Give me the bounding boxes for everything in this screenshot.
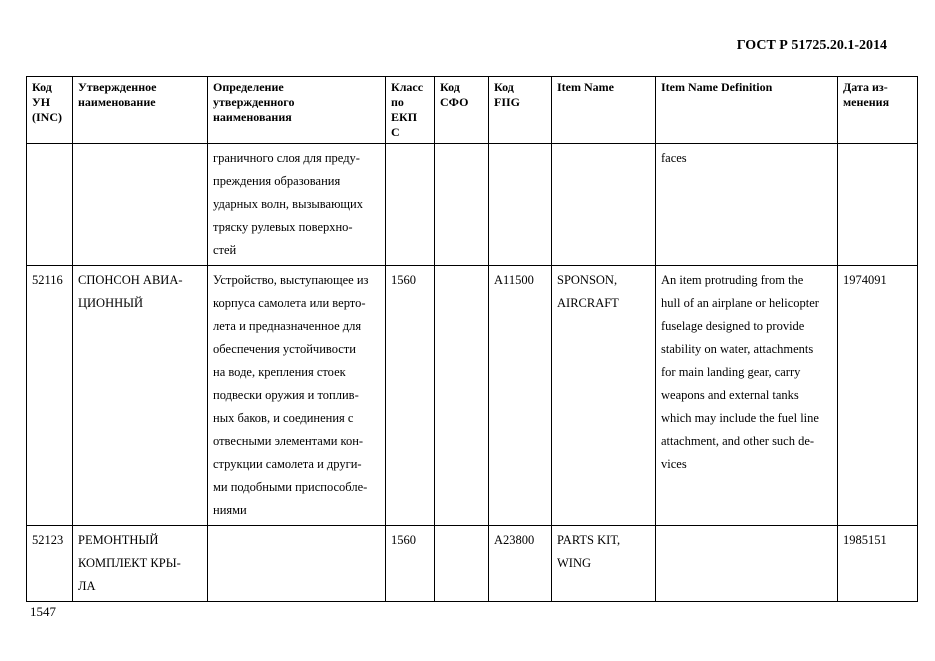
cell-definition: граничного слоя для преду- преждения образования ударных волн, вызывающих тряску рулевых поверхно- стей — [208, 144, 386, 266]
cell-item-definition: faces — [656, 144, 838, 266]
cell-approved-name — [73, 144, 208, 266]
cell-definition: Устройство, выступающее из корпуса самолета или верто- лета и предназначенное для обеспечения устойчивости на воде, крепления стоек подвески оружия и топлив- ных баков, и соединения с отвесными элементами кон- струкции самолета и други- ми подобными приспособле- ниями — [208, 266, 386, 526]
table-header-row — [27, 77, 918, 144]
cell-class — [386, 144, 435, 266]
header-class: Класс по ЕКП С — [386, 77, 435, 144]
header-item-name: Item Name — [552, 77, 656, 144]
cell-item-name: PARTS KIT, WING — [552, 526, 656, 602]
table-row — [27, 266, 918, 526]
cell-class: 1560 — [386, 526, 435, 602]
cell-date: 1985151 — [838, 526, 918, 602]
cell-item-definition — [656, 526, 838, 602]
cell-inc: 52123 — [27, 526, 73, 602]
header-approved-name: Утвержденное наименование — [73, 77, 208, 144]
cell-date — [838, 144, 918, 266]
header-inc: Код УН (INC) — [27, 77, 73, 144]
cell-approved-name: РЕМОНТНЫЙ КОМПЛЕКТ КРЫ- ЛА — [73, 526, 208, 602]
cell-item-definition: An item protruding from the hull of an airplane or helicopter fuselage designed to provide stability on water, attachments for main landing gear, carry weapons and external tanks which may include the fuel line attachment, and other such de- vices — [656, 266, 838, 526]
page-number: 1547 — [30, 604, 56, 619]
nomenclature-table — [26, 76, 918, 602]
cell-sfo — [435, 526, 489, 602]
cell-sfo — [435, 144, 489, 266]
cell-item-name — [552, 144, 656, 266]
cell-date: 1974091 — [838, 266, 918, 526]
cell-inc: 52116 — [27, 266, 73, 526]
cell-fiig — [489, 144, 552, 266]
header-fiig: Код FIIG — [489, 77, 552, 144]
cell-definition — [208, 526, 386, 602]
cell-sfo — [435, 266, 489, 526]
cell-fiig: A23800 — [489, 526, 552, 602]
cell-item-name: SPONSON, AIRCRAFT — [552, 266, 656, 526]
header-item-name-definition: Item Name Definition — [656, 77, 838, 144]
header-sfo: Код СФО — [435, 77, 489, 144]
document-code: ГОСТ Р 51725.20.1-2014 — [736, 38, 887, 53]
cell-class: 1560 — [386, 266, 435, 526]
cell-approved-name: СПОНСОН АВИА- ЦИОННЫЙ — [73, 266, 208, 526]
header-name-definition: Определение утвержденного наименования — [208, 77, 386, 144]
header-change-date: Дата из- менения — [838, 77, 918, 144]
cell-fiig: A11500 — [489, 266, 552, 526]
cell-inc — [27, 144, 73, 266]
table-row — [27, 526, 918, 602]
table-row — [27, 144, 918, 266]
